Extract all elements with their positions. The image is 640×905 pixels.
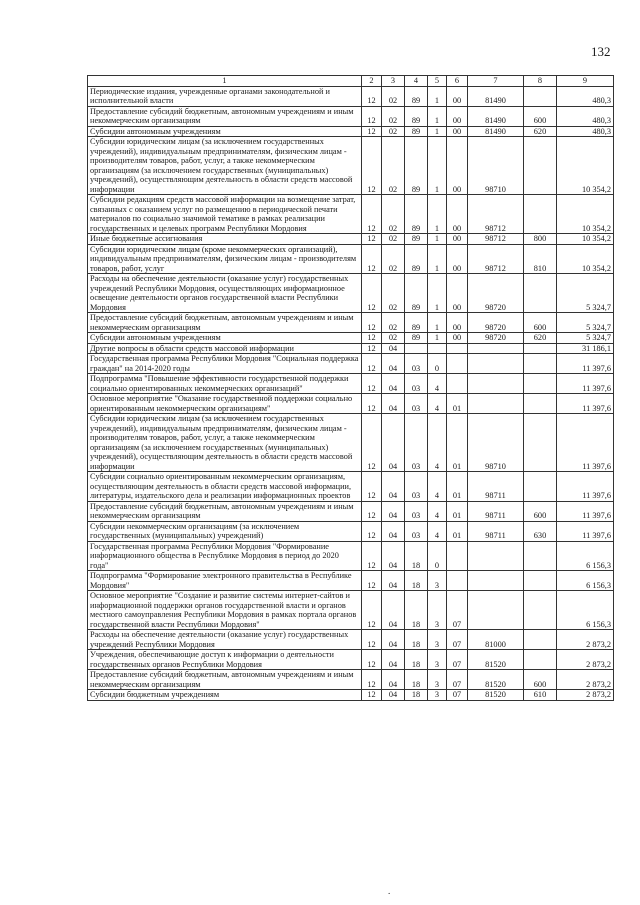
table-row	[88, 374, 614, 394]
description-cell: Предоставление субсидий бюджетным, автономным учреждениям и иным некоммерческим организациям	[88, 501, 362, 521]
code-cell	[468, 571, 524, 591]
code-cell: 07	[447, 670, 468, 690]
code-cell: 12	[362, 86, 382, 106]
amount-cell: 5 324,7	[557, 333, 614, 344]
footer-mark: .	[388, 886, 391, 896]
code-cell: 98720	[468, 274, 524, 313]
table-row	[88, 195, 614, 234]
code-cell	[428, 343, 447, 354]
code-cell: 98711	[468, 472, 524, 502]
code-cell: 04	[382, 501, 405, 521]
code-cell: 3	[428, 650, 447, 670]
code-cell: 01	[447, 501, 468, 521]
code-cell: 07	[447, 591, 468, 630]
code-cell	[524, 86, 557, 106]
code-cell: 12	[362, 650, 382, 670]
code-cell: 04	[382, 591, 405, 630]
code-cell: 610	[524, 690, 557, 701]
table-header-row	[88, 76, 614, 87]
code-cell	[447, 354, 468, 374]
table-row	[88, 333, 614, 344]
code-cell: 18	[405, 690, 428, 701]
table-body	[88, 86, 614, 700]
code-cell: 12	[362, 670, 382, 690]
code-cell: 630	[524, 521, 557, 541]
code-cell	[468, 394, 524, 414]
code-cell	[524, 630, 557, 650]
description-cell: Учреждения, обеспечивающие доступ к информации о деятельности государственных органов Республики Мордовия	[88, 650, 362, 670]
code-cell: 12	[362, 234, 382, 245]
code-cell: 4	[428, 521, 447, 541]
table-row	[88, 137, 614, 195]
code-cell: 4	[428, 414, 447, 472]
code-cell: 1	[428, 86, 447, 106]
code-cell: 1	[428, 333, 447, 344]
code-cell: 3	[428, 670, 447, 690]
page-number: 132	[591, 44, 611, 59]
table-row	[88, 343, 614, 354]
code-cell: 02	[382, 234, 405, 245]
code-cell	[524, 343, 557, 354]
description-cell: Периодические издания, учрежденные органами законодательной и исполнительной власти	[88, 86, 362, 106]
code-cell: 89	[405, 126, 428, 137]
code-cell	[447, 374, 468, 394]
table-row	[88, 274, 614, 313]
code-cell: 18	[405, 571, 428, 591]
code-cell: 620	[524, 126, 557, 137]
code-cell	[524, 195, 557, 234]
code-cell: 00	[447, 86, 468, 106]
description-cell: Субсидии автономным учреждениям	[88, 333, 362, 344]
code-cell: 12	[362, 244, 382, 274]
code-cell	[468, 343, 524, 354]
code-cell: 04	[382, 374, 405, 394]
description-cell: Основное мероприятие "Создание и развитие системы интернет-сайтов и информационной поддержки органов государственной власти и органов местного самоуправления Республики Мордовия в рамках портала органов государственной власти Республики Мордовия"	[88, 591, 362, 630]
code-cell: 81490	[468, 106, 524, 126]
amount-cell: 11 397,6	[557, 394, 614, 414]
code-cell: 1	[428, 234, 447, 245]
code-cell: 12	[362, 591, 382, 630]
table-row	[88, 414, 614, 472]
code-cell	[524, 591, 557, 630]
code-cell: 02	[382, 86, 405, 106]
code-cell	[447, 571, 468, 591]
amount-cell: 2 873,2	[557, 630, 614, 650]
code-cell: 12	[362, 333, 382, 344]
code-cell: 02	[382, 195, 405, 234]
code-cell: 12	[362, 195, 382, 234]
amount-cell: 10 354,2	[557, 195, 614, 234]
code-cell: 03	[405, 414, 428, 472]
code-cell: 81520	[468, 670, 524, 690]
code-cell: 0	[428, 541, 447, 571]
code-cell: 4	[428, 394, 447, 414]
table-row	[88, 591, 614, 630]
header-cell: 2	[362, 76, 382, 87]
code-cell: 12	[362, 274, 382, 313]
code-cell	[524, 354, 557, 374]
code-cell: 89	[405, 244, 428, 274]
table-row	[88, 571, 614, 591]
code-cell: 81520	[468, 690, 524, 701]
code-cell	[524, 374, 557, 394]
code-cell: 89	[405, 195, 428, 234]
budget-table	[87, 75, 614, 701]
description-cell: Государственная программа Республики Мордовия "Формирование информационного общества в Республике Мордовия в период до 2020 года"	[88, 541, 362, 571]
description-cell: Субсидии некоммерческим организациям (за исключением государственных (муниципальных) учреждений)	[88, 521, 362, 541]
table-row	[88, 650, 614, 670]
code-cell: 02	[382, 244, 405, 274]
amount-cell: 10 354,2	[557, 137, 614, 195]
code-cell: 1	[428, 126, 447, 137]
code-cell	[524, 414, 557, 472]
code-cell: 00	[447, 333, 468, 344]
code-cell: 04	[382, 650, 405, 670]
code-cell: 1	[428, 274, 447, 313]
code-cell: 89	[405, 274, 428, 313]
code-cell: 00	[447, 313, 468, 333]
description-cell: Субсидии бюджетным учреждениям	[88, 690, 362, 701]
code-cell: 18	[405, 650, 428, 670]
code-cell: 02	[382, 274, 405, 313]
table-row	[88, 106, 614, 126]
code-cell: 600	[524, 670, 557, 690]
code-cell: 1	[428, 313, 447, 333]
code-cell: 01	[447, 521, 468, 541]
amount-cell: 11 397,6	[557, 501, 614, 521]
code-cell: 00	[447, 244, 468, 274]
code-cell: 12	[362, 137, 382, 195]
code-cell	[524, 472, 557, 502]
code-cell: 04	[382, 630, 405, 650]
code-cell: 12	[362, 414, 382, 472]
header-cell: 4	[405, 76, 428, 87]
code-cell: 02	[382, 137, 405, 195]
amount-cell: 480,3	[557, 106, 614, 126]
code-cell: 18	[405, 670, 428, 690]
header-cell: 6	[447, 76, 468, 87]
description-cell: Подпрограмма "Формирование электронного правительства в Республике Мордовия"	[88, 571, 362, 591]
amount-cell: 11 397,6	[557, 521, 614, 541]
code-cell	[524, 541, 557, 571]
code-cell: 04	[382, 472, 405, 502]
code-cell: 00	[447, 137, 468, 195]
code-cell: 03	[405, 501, 428, 521]
code-cell: 810	[524, 244, 557, 274]
table-row	[88, 86, 614, 106]
code-cell: 3	[428, 690, 447, 701]
description-cell: Государственная программа Республики Мордовия "Социальная поддержка граждан" на 2014-2020 годы	[88, 354, 362, 374]
code-cell: 07	[447, 630, 468, 650]
code-cell	[468, 591, 524, 630]
code-cell: 81520	[468, 650, 524, 670]
amount-cell: 10 354,2	[557, 234, 614, 245]
code-cell	[468, 374, 524, 394]
code-cell: 1	[428, 244, 447, 274]
code-cell: 18	[405, 630, 428, 650]
code-cell: 3	[428, 571, 447, 591]
code-cell: 4	[428, 374, 447, 394]
code-cell: 12	[362, 394, 382, 414]
description-cell: Предоставление субсидий бюджетным, автономным учреждениям и иным некоммерческим организациям	[88, 670, 362, 690]
description-cell: Подпрограмма "Повышение эффективности государственной поддержки социально ориентированных некоммерческих организаций"	[88, 374, 362, 394]
code-cell: 620	[524, 333, 557, 344]
amount-cell: 31 186,1	[557, 343, 614, 354]
code-cell: 98712	[468, 195, 524, 234]
code-cell: 00	[447, 274, 468, 313]
description-cell: Иные бюджетные ассигнования	[88, 234, 362, 245]
code-cell	[524, 274, 557, 313]
code-cell: 3	[428, 591, 447, 630]
table-row	[88, 670, 614, 690]
table-row	[88, 244, 614, 274]
code-cell: 03	[405, 394, 428, 414]
code-cell: 89	[405, 234, 428, 245]
code-cell	[524, 571, 557, 591]
table-row	[88, 472, 614, 502]
code-cell	[524, 650, 557, 670]
code-cell: 04	[382, 521, 405, 541]
description-cell: Субсидии юридическим лицам (за исключением государственных учреждений), индивидуальным предпринимателям, физическим лицам - производителям товаров, работ, услуг, а также некоммерческим организациям (за исключением государственных (муниципальных) учреждений), осуществляющим деятельность в области средств массовой информации	[88, 414, 362, 472]
header-cell: 9	[557, 76, 614, 87]
code-cell: 02	[382, 333, 405, 344]
code-cell: 1	[428, 195, 447, 234]
code-cell: 07	[447, 690, 468, 701]
description-cell: Субсидии автономным учреждениям	[88, 126, 362, 137]
code-cell: 12	[362, 354, 382, 374]
code-cell: 98710	[468, 137, 524, 195]
code-cell: 12	[362, 374, 382, 394]
header-cell: 5	[428, 76, 447, 87]
amount-cell: 2 873,2	[557, 670, 614, 690]
code-cell: 98712	[468, 244, 524, 274]
code-cell: 04	[382, 541, 405, 571]
table-row	[88, 690, 614, 701]
code-cell: 12	[362, 313, 382, 333]
amount-cell: 11 397,6	[557, 414, 614, 472]
code-cell: 04	[382, 343, 405, 354]
description-cell: Предоставление субсидий бюджетным, автономным учреждениям и иным некоммерческим организациям	[88, 313, 362, 333]
amount-cell: 480,3	[557, 126, 614, 137]
code-cell: 89	[405, 333, 428, 344]
code-cell: 81000	[468, 630, 524, 650]
code-cell: 18	[405, 591, 428, 630]
table-row	[88, 521, 614, 541]
header-cell: 7	[468, 76, 524, 87]
description-cell: Другие вопросы в области средств массовой информации	[88, 343, 362, 354]
code-cell: 03	[405, 521, 428, 541]
code-cell: 81490	[468, 86, 524, 106]
code-cell: 00	[447, 106, 468, 126]
code-cell	[447, 541, 468, 571]
code-cell	[468, 541, 524, 571]
code-cell: 1	[428, 137, 447, 195]
code-cell: 12	[362, 126, 382, 137]
table-row	[88, 541, 614, 571]
description-cell: Основное мероприятие "Оказание государственной поддержки социально ориентированным некоммерческим организациям"	[88, 394, 362, 414]
code-cell: 12	[362, 571, 382, 591]
code-cell	[447, 343, 468, 354]
table-row	[88, 234, 614, 245]
amount-cell: 6 156,3	[557, 541, 614, 571]
description-cell: Предоставление субсидий бюджетным, автономным учреждениям и иным некоммерческим организациям	[88, 106, 362, 126]
amount-cell: 11 397,6	[557, 472, 614, 502]
code-cell: 12	[362, 106, 382, 126]
amount-cell: 11 397,6	[557, 374, 614, 394]
code-cell: 89	[405, 106, 428, 126]
amount-cell: 5 324,7	[557, 274, 614, 313]
code-cell: 3	[428, 630, 447, 650]
code-cell: 1	[428, 106, 447, 126]
code-cell: 04	[382, 414, 405, 472]
code-cell: 03	[405, 374, 428, 394]
code-cell: 89	[405, 313, 428, 333]
code-cell	[524, 394, 557, 414]
code-cell: 98711	[468, 501, 524, 521]
description-cell: Субсидии социально ориентированным некоммерческим организациям, осуществляющим деятельность в области средств массовой информации, литературы, издательского дела и реализации информационных проектов	[88, 472, 362, 502]
code-cell: 02	[382, 106, 405, 126]
code-cell: 12	[362, 501, 382, 521]
description-cell: Субсидии редакциям средств массовой информации на возмещение затрат, связанных с оказанием услуг по размещению в периодической печати материалов по социально значимой тематике в рамках реализации государственных и целевых программ Республики Мордовия	[88, 195, 362, 234]
amount-cell: 2 873,2	[557, 690, 614, 701]
header-cell: 3	[382, 76, 405, 87]
code-cell	[524, 137, 557, 195]
code-cell: 02	[382, 313, 405, 333]
code-cell: 01	[447, 394, 468, 414]
code-cell: 01	[447, 414, 468, 472]
header-cell: 1	[88, 76, 362, 87]
code-cell: 12	[362, 521, 382, 541]
table-row	[88, 394, 614, 414]
code-cell: 4	[428, 501, 447, 521]
header-cell: 8	[524, 76, 557, 87]
amount-cell: 11 397,6	[557, 354, 614, 374]
amount-cell: 10 354,2	[557, 244, 614, 274]
code-cell: 00	[447, 126, 468, 137]
code-cell: 89	[405, 137, 428, 195]
code-cell: 89	[405, 86, 428, 106]
amount-cell: 2 873,2	[557, 650, 614, 670]
code-cell: 98710	[468, 414, 524, 472]
code-cell: 12	[362, 472, 382, 502]
code-cell: 12	[362, 343, 382, 354]
table-row	[88, 126, 614, 137]
code-cell: 04	[382, 394, 405, 414]
code-cell: 18	[405, 541, 428, 571]
amount-cell: 480,3	[557, 86, 614, 106]
code-cell: 12	[362, 630, 382, 650]
code-cell: 98720	[468, 333, 524, 344]
code-cell	[405, 343, 428, 354]
table-row	[88, 313, 614, 333]
code-cell: 07	[447, 650, 468, 670]
code-cell: 98712	[468, 234, 524, 245]
description-cell: Субсидии юридическим лицам (кроме некоммерческих организаций), индивидуальным предпринимателям, физическим лицам - производителям товаров, работ, услуг	[88, 244, 362, 274]
description-cell: Расходы на обеспечение деятельности (оказание услуг) государственных учреждений Республики Мордовия, осуществляющих информационное освещение деятельности органов государственной власти Республики Мордовия	[88, 274, 362, 313]
code-cell: 04	[382, 670, 405, 690]
code-cell: 800	[524, 234, 557, 245]
code-cell: 600	[524, 501, 557, 521]
code-cell: 03	[405, 354, 428, 374]
code-cell: 04	[382, 571, 405, 591]
code-cell	[468, 354, 524, 374]
amount-cell: 5 324,7	[557, 313, 614, 333]
code-cell: 0	[428, 354, 447, 374]
code-cell: 00	[447, 195, 468, 234]
code-cell: 04	[382, 354, 405, 374]
description-cell: Субсидии юридическим лицам (за исключением государственных учреждений), индивидуальным предпринимателям, физическим лицам - производителям товаров, работ, услуг, а также некоммерческим организациям (за исключением государственных (муниципальных) учреждений), осуществляющим деятельность в области средств массовой информации	[88, 137, 362, 195]
code-cell: 4	[428, 472, 447, 502]
description-cell: Расходы на обеспечение деятельности (оказание услуг) государственных учреждений Республики Мордовия	[88, 630, 362, 650]
code-cell: 98711	[468, 521, 524, 541]
code-cell: 81490	[468, 126, 524, 137]
amount-cell: 6 156,3	[557, 571, 614, 591]
code-cell: 98720	[468, 313, 524, 333]
table-row	[88, 354, 614, 374]
code-cell: 03	[405, 472, 428, 502]
table-row	[88, 630, 614, 650]
code-cell: 00	[447, 234, 468, 245]
table-row	[88, 501, 614, 521]
code-cell: 02	[382, 126, 405, 137]
amount-cell: 6 156,3	[557, 591, 614, 630]
code-cell: 600	[524, 106, 557, 126]
code-cell: 12	[362, 690, 382, 701]
code-cell: 12	[362, 541, 382, 571]
code-cell: 01	[447, 472, 468, 502]
code-cell: 04	[382, 690, 405, 701]
code-cell: 600	[524, 313, 557, 333]
